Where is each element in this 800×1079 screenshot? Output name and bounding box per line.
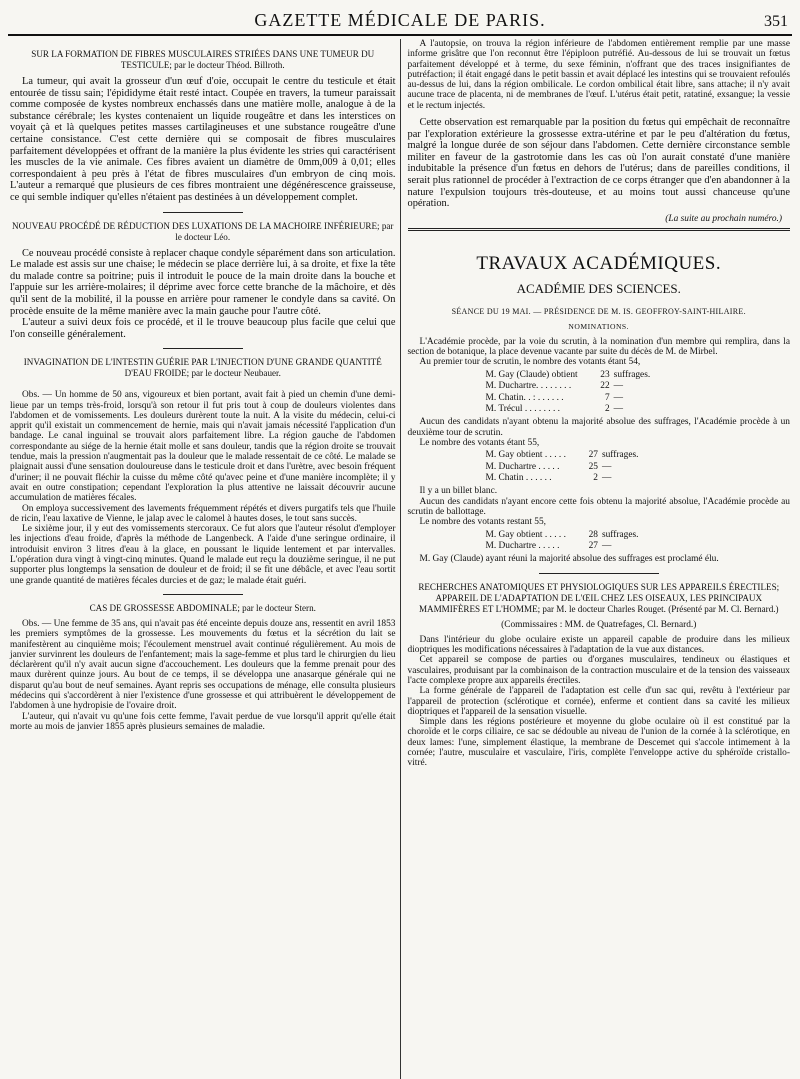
divider (163, 212, 243, 213)
table-row (486, 530, 643, 541)
table-row (486, 381, 655, 392)
remark-body: Cette observation est remarquable par la position du fœtus qui empêchait de reconnaître par l'exploration extérieure la grossesse extra-utérine et par le peu d'altération du fœtus, malgré la longue durée de son séjour dans l'abdomen. Cette dernière circonstance semble militer en faveur de la gastrotomie dans les cas où l'on aurait constaté d'une manière indubitable la présence d'un fœtus en dehors de l'utérus; dans de pareilles conditions, il serait plus rationnel de procéder à l'extraction de ce corps étranger que d'en abandonner à la nature l'expulsion toujours très-douteuse, et au moins tout aussi chanceuse qu'une opération. (407, 117, 790, 210)
divider (163, 594, 243, 595)
rouget-body-4: Simple dans les régions postérieure et moyenne du globe oculaire où il est constitué par la choroïde et le corps ciliaire, ce sac se dédouble au niveau de l'union de la cornée à la sclérotique, en deux lames: l'une, simplement élastique, la membrane de Descemet qui s'accole intimement à la cornée; l'autre, musculaire et vasculaire, l'iris, complète l'enveloppe active du sphéroïde cristallo-vitré. (407, 717, 790, 769)
right-column (401, 39, 795, 1079)
academy-title: ACADÉMIE DES SCIENCES. (516, 280, 681, 296)
seance-line: SÉANCE DU 19 MAI. — PRÉSIDENCE DE M. IS. GEOFFROY-SAINT-HILAIRE. (451, 306, 746, 316)
nominations-heading: NOMINATIONS. (568, 321, 630, 331)
candidate-name: M. Gay obtient . . . . . (485, 529, 566, 540)
candidate-name: M. Duchartre . . . . . (485, 461, 560, 472)
divider (163, 348, 243, 349)
table-row (486, 462, 643, 473)
vote-unit: — (601, 461, 612, 472)
table-row (486, 450, 643, 461)
candidate-name: M. Duchartre. . . . . . . . (485, 381, 572, 392)
vote-unit: — (601, 541, 612, 552)
continuation-note: (La suite au prochain numéro.) (665, 213, 782, 224)
candidate-name: M. Chatin. . : . . . . . . (485, 392, 564, 403)
vote-count: 2 (604, 403, 610, 414)
two-column-body (6, 39, 794, 1079)
neubauer-body-3: Le sixième jour, il y eut des vomissements stercoraux. Ce fut alors que l'auteur résolut d'employer les injections d'eau froide, d'après la méthode de Langenbeck. A l'aide d'une seringue ordinaire, il introduisit environ 3 litres d'eau à la glace, en poussant le liquide lentement et par intervalles. L'opération dura vingt à vingt-cinq minutes. Quand le malade eut reçu la douzième seringue, il ne put supporter plus longtemps la sensation de douleur et de froid; il se fit une débâcle, et avec l'eau sortit une grande quantité de matières fécales durcies et de gaz; le malade était guéri. (10, 524, 396, 586)
left-column (6, 39, 400, 1079)
first-round-intro: Au premier tour de scrutin, le nombre des votants étant 54, (419, 357, 641, 368)
commissioners-line: (Commissaires : MM. de Quatrefages, Cl. Bernard.) (501, 619, 697, 630)
third-round-intro: Le nombre des votants restant 55, (419, 517, 547, 528)
vote-count: 23 (600, 369, 610, 380)
candidate-name: M. Duchartre . . . . . (485, 541, 560, 552)
table-row (486, 370, 655, 381)
journal-title: GAZETTE MÉDICALE DE PARIS. (254, 10, 546, 30)
vote-unit: suffrages. (613, 369, 651, 380)
vote-unit: suffrages. (601, 450, 639, 461)
page-number: 351 (764, 13, 788, 30)
table-row (486, 404, 655, 415)
vote-unit: — (613, 392, 624, 403)
autopsy-body: A l'autopsie, on trouva la région inférieure de l'abdomen entièrement remplie par une masse informe grisâtre que l'on reconnut être l'épiploon putréfié. Au-dessous de lui se trouvait un fœtus parfaitement développé et à terme, du sexe féminin, n'offrant que des traces insignifiantes de putréfaction; il était engagé dans le petit bassin et avait déplacé les intestins qui se trouvaient refoulés au-dessus de lui, dans la région ombilicale. Le cordon ombilical était libre, sans attache; il n'y avait aucune trace de placenta, ni de membranes de l'œuf. L'utérus était petit, ratatiné, exsangue; la vessie et le rectum injectés. (407, 39, 790, 111)
rouget-body-3: La forme générale de l'appareil de l'adaptation est celle d'un sac qui, revêtu à l'extérieur par l'appareil de protection (sclérotique et cornée), enferme et contient dans sa cavité les milieux dioptriques et l'appareil de la sensation visuelle. (407, 686, 790, 717)
nominations-body-1: L'Académie procède, par la voie du scrutin, à la nomination d'un membre qui remplira, dans la section de botanique, la place devenue vacante par suite du décès de M. de Mirbel. (407, 336, 790, 358)
second-round-table (486, 450, 643, 484)
candidate-name: M. Chatin . . . . . . (485, 473, 552, 484)
rouget-heading: RECHERCHES ANATOMIQUES ET PHYSIOLOGIQUES SUR LES APPAREILS ÉRECTILES; APPAREIL DE L'ADAPTATION DE L'ŒIL CHEZ LES OISEAUX, LES PRINCIPAUX MAMMIFÈRES ET L'HOMME; par M. le docteur Charles Rouget. (Présenté par M. Cl. Bernard.) (418, 581, 780, 614)
rouget-body-1: Dans l'intérieur du globe oculaire existe un appareil capable de produire dans les milieux dioptriques les modifications nécessaires à l'adaptation de la vue aux distances. (407, 634, 790, 656)
table-row (486, 473, 643, 484)
vote-count: 27 (588, 541, 598, 552)
election-result: M. Gay (Claude) ayant réuni la majorité absolue des suffrages est proclamé élu. (419, 554, 719, 565)
first-round-table (486, 370, 655, 416)
nominations-body-3: Aucun des candidats n'ayant encore cette fois obtenu la majorité absolue, l'Académie procède au scrutin de ballottage. (407, 496, 790, 518)
vote-unit: — (613, 403, 624, 414)
vote-count: 7 (604, 392, 610, 403)
section-rule (408, 228, 791, 231)
stern-body-2: L'auteur, qui n'avait vu qu'une fois cette femme, l'avait perdue de vue lorsqu'il apprit qu'elle était morte au mois de janvier 1855 après plusieurs semaines de maladie. (10, 711, 396, 732)
vote-unit: — (601, 473, 612, 484)
vote-count: 28 (588, 529, 598, 540)
table-row (486, 541, 643, 552)
leo-heading: NOUVEAU PROCÉDÉ DE RÉDUCTION DES LUXATIONS DE LA MACHOIRE INFÉRIEURE; par le docteur Léo. (12, 220, 394, 242)
blank-ballot-note: Il y a un billet blanc. (419, 486, 498, 497)
vote-count: 25 (588, 461, 598, 472)
leo-body-1: Ce nouveau procédé consiste à replacer chaque condyle séparément dans son articulation. Le malade est assis sur une chaise; le médecin se place derrière lui, à sa droite, et fixe la tête du malade contre sa poitrine; puis il introduit le pouce de la main droite dans la bouche et l'appuie sur les arrière-molaires; il déprime avec force cette branche de la mâchoire, et dès qu'il sent de la mobilité, il la pousse en arrière pour ramener le condyle dans sa cavité. On procède ensuite de la même manière avec la main gauche pour l'autre côté. (10, 247, 396, 317)
stern-body-1: Obs. — Une femme de 35 ans, qui n'avait pas été enceinte depuis douze ans, ressentit en avril 1853 les premiers symptômes de la grossesse. Les mouvements du fœtus et la sécrétion du lait se manifestèrent au cinquième mois; l'écoulement menstruel avait continué régulièrement. Au mois de janvier survinrent les douleurs de l'enfantement; mais la sage-femme et plus tard le chirurgien du lieu déclarèrent qu'il n'y avait aucun signe d'accouchement. Les douleurs que la femme prenait pour des maux durèrent quinze jours. Au bout de ce temps, il se développa une anasarque générale qui ne disparut qu'au bout de neuf semaines. Ayant repris ses occupations de ménage, elle consulta plusieurs médecins qui s'accordèrent à nier l'existence d'une grossesse et qui attribuèrent le développement de l'abdomen à une hydropisie de l'ovaire droit. (10, 618, 396, 712)
vote-count: 22 (600, 381, 610, 392)
candidate-name: M. Gay (Claude) obtient (485, 369, 578, 380)
stern-heading: CAS DE GROSSESSE ABDOMINALE; par le docteur Stern. (89, 602, 316, 613)
billroth-body: La tumeur, qui avait la grosseur d'un œuf d'oie, occupait le centre du testicule et était entourée de tissu sain; l'épididyme était resté intact. Coupée en travers, la tumeur paraissait comme composée de kystes nombreux enchassés dans une matière molle, analogue à de la substance cérébrale; les kystes contenaient un liquide rougeâtre et dans les interstices on voyait çà et là quelques petites masses cartilagineuses et une substance rougeâtre d'une certaine consistance. C'est cette dernière qui se composait de fibres musculaires parfaitement développées et offrant de la manière la plus évidente les stries qui caractérisent les muscles de la vie animale. Ces fibres avaient un diamètre de 0mm,009 à 0,01; elles correspondaient à peu près à l'état de fibres musculaires d'un embryon de cinq mois. L'auteur a remarqué que plusieurs de ces fibres montraient une dégénérescence graisseuse, ce qui semble indiquer qu'elles n'étaient pas destinées à un développement complet. (10, 76, 396, 203)
section-title: TRAVAUX ACADÉMIQUES. (476, 252, 722, 274)
vote-count: 27 (588, 450, 598, 461)
third-round-table (486, 530, 643, 553)
nominations-body-2: Aucun des candidats n'ayant obtenu la majorité absolue des suffrages, l'Académie procède à un deuxième tour de scrutin. (407, 417, 790, 438)
rouget-body-2: Cet appareil se compose de parties ou d'organes musculaires, tendineux ou élastiques et vasculaires, produisant par la combinaison de la contraction musculaire et de la tension des vaisseaux l'acte complexe propre aux appareils érectiles. (407, 655, 790, 686)
vote-count: 2 (593, 473, 598, 484)
neubauer-body-1: Obs. — Un homme de 50 ans, vigoureux et bien portant, avait fait à pied un chemin d'une demi-lieue par un temps très-froid, lorsqu'à son retour il fut pris tout à coup de douleurs violentes dans l'abdomen et de vomissements. Les douleurs durèrent toute la nuit. A la visite du médecin, celui-ci apprit qu'il existait un commencement de hernie, mais qui n'avait jamais nécessité l'application d'un bandage. Le canal inguinal se trouvait alors parfaitement libre. La région gauche de l'abdomen correspondante au siége de la hernie était molle et sans douleur, tandis que la région droite se trouvait tendue, mais la pression n'augmentait pas la douleur que le malade ressentait de ce côté. Le malade se plaignait aussi d'une sensation douloureuse dans le testicule droit et dans l'urètre, avec besoin fréquent d'uriner; il ne pouvait fléchir la cuisse du même côté qu'avec peine et d'une manière incomplète; il y avait en outre constipation; cependant l'exploration la plus attentive ne laissait découvrir aucune accumulation de matières fécales. (10, 390, 396, 504)
leo-body-2: L'auteur a suivi deux fois ce procédé, et il le trouve beaucoup plus facile que celui que l'on conseille généralement. (10, 317, 396, 340)
candidate-name: M. Gay obtient . . . . . (485, 450, 566, 461)
table-row (486, 393, 655, 404)
vote-unit: — (613, 381, 624, 392)
billroth-heading: SUR LA FORMATION DE FIBRES MUSCULAIRES STRIÉES DANS UNE TUMEUR DU TESTICULE; par le docteur Théod. Billroth. (31, 49, 375, 70)
vote-unit: suffrages. (601, 529, 639, 540)
neubauer-heading: INVAGINATION DE L'INTESTIN GUÉRIE PAR L'INJECTION D'UNE GRANDE QUANTITÉ D'EAU FROIDE; par le docteur Neubauer. (23, 357, 382, 379)
divider (539, 573, 659, 574)
neubauer-body-2: On employa successivement des lavements fréquemment répétés et divers purgatifs tels que l'huile de ricin, l'eau laxative de Vienne, le jalap avec le calomel à hautes doses, le tout sans succès. (10, 503, 396, 524)
candidate-name: M. Trécul . . . . . . . . (485, 403, 560, 414)
second-round-intro: Le nombre des votants étant 55, (419, 437, 540, 448)
page-header (8, 0, 792, 36)
